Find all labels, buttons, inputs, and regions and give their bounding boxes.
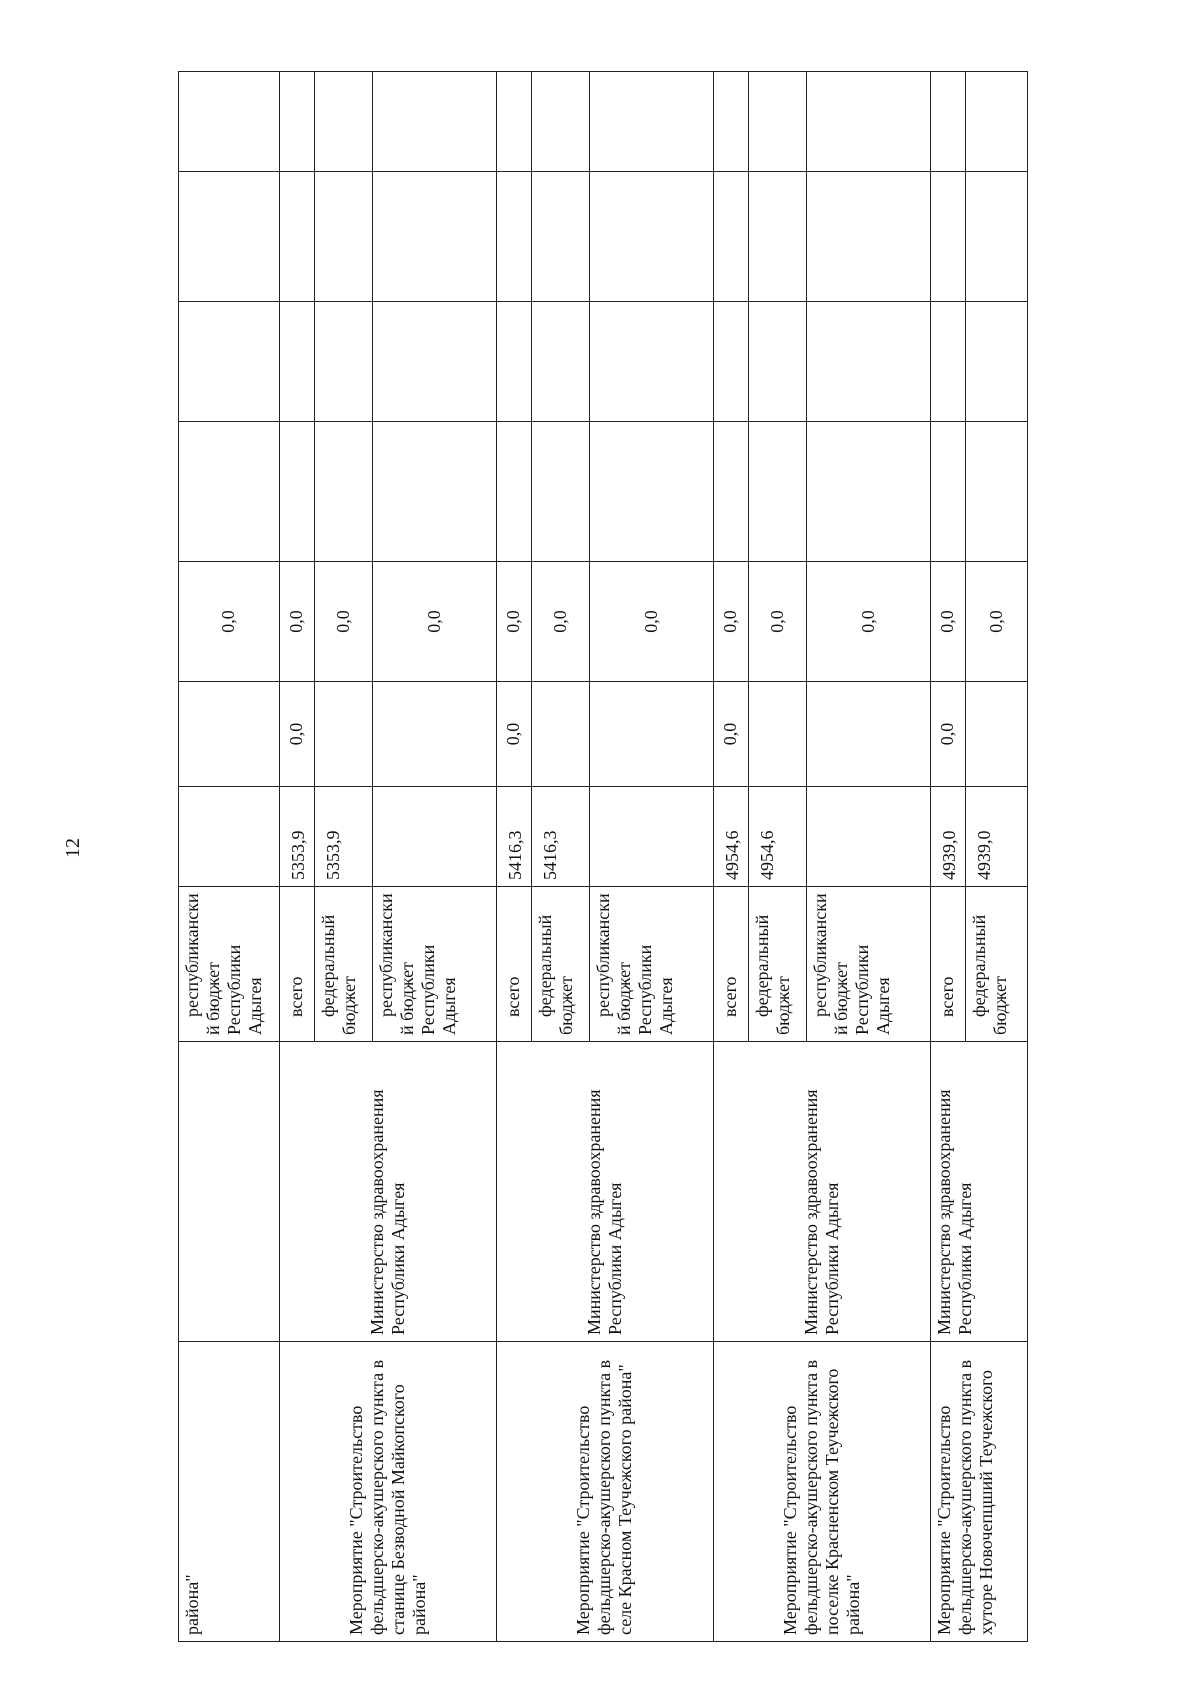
empty-cell (179, 302, 280, 422)
empty-cell (279, 72, 314, 172)
value-cell: 5416,3 (496, 787, 531, 887)
empty-cell (179, 172, 280, 302)
source-cell: всего (496, 887, 531, 1042)
empty-cell (806, 422, 930, 562)
empty-cell (531, 72, 589, 172)
value-cell: 0,0 (496, 562, 531, 682)
value-cell (589, 787, 713, 887)
table-row (179, 72, 280, 1642)
empty-cell (930, 72, 965, 172)
empty-cell (531, 172, 589, 302)
value-cell: 4954,6 (748, 787, 806, 887)
empty-cell (965, 422, 1027, 562)
value-cell: 0,0 (965, 562, 1027, 682)
empty-cell (496, 302, 531, 422)
value-cell (589, 682, 713, 787)
value-cell: 0,0 (930, 562, 965, 682)
value-cell (372, 787, 496, 887)
empty-cell (806, 172, 930, 302)
value-cell: 0,0 (372, 562, 496, 682)
empty-cell (531, 422, 589, 562)
empty-cell (748, 172, 806, 302)
value-cell: 0,0 (314, 562, 372, 682)
source-cell: республиканский бюджет Республики Адыгея (372, 887, 496, 1042)
empty-cell (713, 302, 748, 422)
empty-cell (589, 302, 713, 422)
executor-cell: Министерство здравоохранения Республики Адыгея (279, 1042, 496, 1342)
value-cell: 5416,3 (531, 787, 589, 887)
empty-cell (713, 422, 748, 562)
empty-cell (930, 302, 965, 422)
empty-cell (179, 72, 280, 172)
empty-cell (372, 72, 496, 172)
source-cell: республиканский бюджет Республики Адыгея (589, 887, 713, 1042)
source-cell: федеральный бюджет (531, 887, 589, 1042)
source-cell: федеральный бюджет (965, 887, 1027, 1042)
empty-cell (589, 72, 713, 172)
empty-cell (930, 172, 965, 302)
empty-cell (965, 172, 1027, 302)
value-cell (965, 682, 1027, 787)
empty-cell (279, 422, 314, 562)
value-cell (806, 682, 930, 787)
source-cell: всего (713, 887, 748, 1042)
value-cell: 0,0 (531, 562, 589, 682)
source-cell: республиканский бюджет Республики Адыгея (179, 887, 280, 1042)
value-cell (179, 787, 280, 887)
name-cell: Мероприятие "Строительство фельдшерско-акушерского пункта в станице Безводной Майкопского района" (279, 1342, 496, 1642)
value-cell (806, 787, 930, 887)
value-cell (531, 682, 589, 787)
value-cell (314, 682, 372, 787)
value-cell: 0,0 (179, 562, 280, 682)
empty-cell (372, 172, 496, 302)
empty-cell (748, 72, 806, 172)
table-row (930, 72, 965, 1642)
empty-cell (314, 302, 372, 422)
rotated-table-container (178, 72, 1028, 1642)
source-cell: республиканский бюджет Республики Адыгея (806, 887, 930, 1042)
source-cell: всего (930, 887, 965, 1042)
value-cell: 5353,9 (314, 787, 372, 887)
empty-cell (965, 72, 1027, 172)
value-cell: 4939,0 (965, 787, 1027, 887)
source-cell: федеральный бюджет (748, 887, 806, 1042)
empty-cell (179, 422, 280, 562)
value-cell (372, 682, 496, 787)
empty-cell (314, 72, 372, 172)
page-number: 12 (62, 838, 84, 858)
source-cell: федеральный бюджет (314, 887, 372, 1042)
empty-cell (713, 72, 748, 172)
empty-cell (279, 172, 314, 302)
value-cell: 0,0 (930, 682, 965, 787)
value-cell: 0,0 (748, 562, 806, 682)
value-cell: 5353,9 (279, 787, 314, 887)
value-cell: 0,0 (496, 682, 531, 787)
empty-cell (930, 422, 965, 562)
empty-cell (496, 422, 531, 562)
value-cell: 0,0 (713, 682, 748, 787)
executor-cell: Министерство здравоохранения Республики Адыгея (930, 1042, 1027, 1342)
value-cell (179, 682, 280, 787)
empty-cell (372, 302, 496, 422)
empty-cell (372, 422, 496, 562)
value-cell: 4939,0 (930, 787, 965, 887)
name-cell: района" (179, 1342, 280, 1642)
table-row (496, 72, 531, 1642)
empty-cell (748, 422, 806, 562)
financing-table (178, 71, 1028, 1642)
empty-cell (589, 172, 713, 302)
empty-cell (713, 172, 748, 302)
value-cell (748, 682, 806, 787)
value-cell: 0,0 (589, 562, 713, 682)
name-cell: Мероприятие "Строительство фельдшерско-акушерского пункта в хуторе Новочепцший Теучежского (930, 1342, 1027, 1642)
empty-cell (965, 302, 1027, 422)
table-row (279, 72, 314, 1642)
empty-cell (496, 172, 531, 302)
empty-cell (314, 172, 372, 302)
empty-cell (748, 302, 806, 422)
empty-cell (806, 302, 930, 422)
empty-cell (279, 302, 314, 422)
value-cell: 0,0 (806, 562, 930, 682)
empty-cell (531, 302, 589, 422)
empty-cell (589, 422, 713, 562)
executor-cell: Министерство здравоохранения Республики Адыгея (496, 1042, 713, 1342)
value-cell: 0,0 (279, 682, 314, 787)
value-cell: 0,0 (279, 562, 314, 682)
empty-cell (806, 72, 930, 172)
executor-cell (179, 1042, 280, 1342)
executor-cell: Министерство здравоохранения Республики Адыгея (713, 1042, 930, 1342)
source-cell: всего (279, 887, 314, 1042)
name-cell: Мероприятие "Строительство фельдшерско-акушерского пункта в селе Красном Теучежского района" (496, 1342, 713, 1642)
empty-cell (314, 422, 372, 562)
value-cell: 0,0 (713, 562, 748, 682)
table-row (713, 72, 748, 1642)
empty-cell (496, 72, 531, 172)
name-cell: Мероприятие "Строительство фельдшерско-акушерского пункта в поселке Красненском Теучежского района" (713, 1342, 930, 1642)
value-cell: 4954,6 (713, 787, 748, 887)
